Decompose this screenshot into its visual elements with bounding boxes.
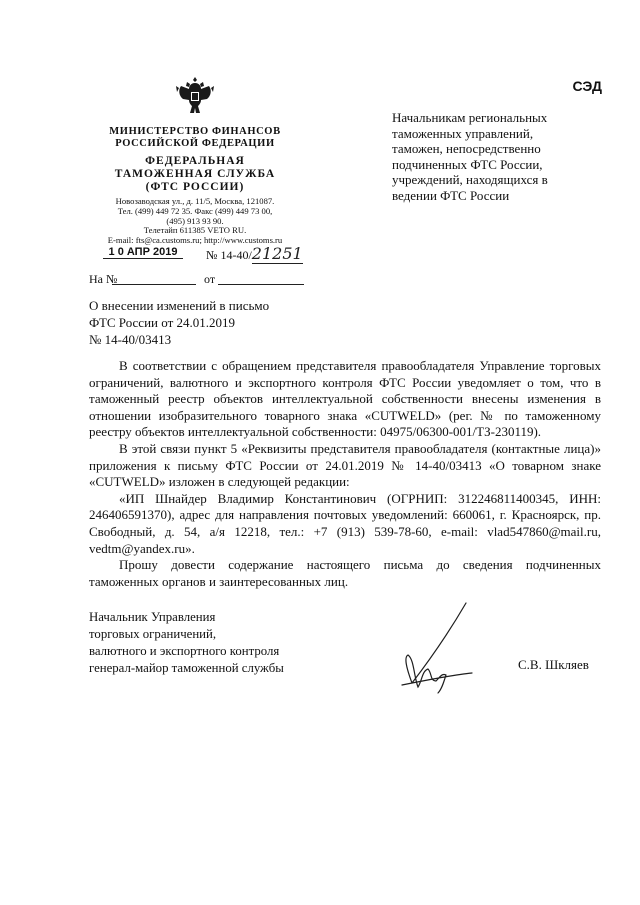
addressee-line-4: подчиненных ФТС России, (392, 156, 543, 172)
signer-line-4: генерал-майор таможенной службы (89, 661, 284, 675)
signer-line-3: валютного и экспортного контроля (89, 644, 280, 658)
address-line-1: Новозаводская ул., д. 11/5, Москва, 121087. (115, 196, 275, 206)
signer-line-2: торговых ограничений, (89, 627, 217, 641)
addressee-line-5: учреждений, находящихся в (392, 172, 548, 188)
signer-title (89, 609, 329, 677)
sed-mark: СЭД (572, 78, 602, 94)
reference-number-line (112, 284, 196, 285)
subject-line-3: № 14-40/03413 (89, 332, 172, 347)
service-line-3: (ФТС РОССИИ) (145, 181, 245, 193)
body-paragraph-4: Прошу довести содержание настоящего письма до сведения подчиненных таможенных органов и заинтересованных лиц. (89, 557, 601, 589)
addressee-line-2: таможенных управлений, (392, 125, 534, 141)
addressee-line-1: Начальникам региональных (392, 110, 548, 125)
addressee-line-6: ведении ФТС России (392, 187, 510, 203)
ministry-line-1: МИНИСТЕРСТВО ФИНАНСОВ (109, 126, 281, 137)
sender-contacts (85, 197, 305, 246)
signer-line-1: Начальник Управления (89, 610, 216, 624)
registration-number-prefix: № 14-40/ (206, 248, 252, 262)
letter-body (89, 358, 601, 590)
reference-number-label: На № (89, 272, 118, 286)
registration-date: 1 0 АПР 2019 (103, 246, 183, 259)
body-paragraph-1: В соответствии с обращением представителя правообладателя Управление торговых ограничений, валютного и экспортного контроля ФТС России уведомляет о том, что в таможенный реестр объектов интеллектуальной собственности внесены изменения в отношении изобразительного товарного знака «CUTWELD» (рег. № по таможенному реестру объектов интеллектуальной собственности: 04975/06300-001/ТЗ-230119). (89, 358, 601, 440)
body-paragraph-3: «ИП Шнайдер Владимир Константинович (ОГРНИП: 312246811400345, ИНН: 246406591370), адрес для направления почтовых уведомлений: 660061, г. Красноярск, пр. Свободный, д. 54, а/я 12218, тел.: +7 (913) 539-78-60, e-mail: vlad547860@mail.ru, vedtm@yandex.ru». (89, 490, 601, 556)
address-line-4: Телетайп 611385 VETO RU. (143, 225, 247, 236)
subject-line-1: О внесении изменений в письмо (89, 298, 270, 313)
subject-line-2: ФТС России от 24.01.2019 (89, 315, 236, 330)
address-line-5: E-mail: fts@ca.customs.ru; http://www.customs.ru (107, 235, 283, 246)
body-paragraph-2: В этой связи пункт 5 «Реквизиты представителя правообладателя (контактные лица)» приложения к письму ФТС России от 24.01.2019 № 14-40/03413 «О товарном знаке «CUTWELD» изложен в следующей редакции: (89, 440, 601, 490)
reference-from-line (218, 284, 304, 285)
service-name (95, 155, 295, 194)
handwritten-signature (392, 597, 482, 697)
service-line-1: ФЕДЕРАЛЬНАЯ (145, 155, 245, 167)
ministry-name (95, 126, 295, 150)
registration-number-handwritten: 21251 (251, 244, 303, 263)
address-line-2: Тел. (499) 449 72 35. Факс (499) 449 73 00, (117, 205, 273, 216)
state-emblem-icon (175, 74, 215, 120)
addressee-line-3: таможен, непосредственно (392, 141, 541, 157)
reference-from-label: от (204, 272, 216, 286)
ministry-line-2: РОССИЙСКОЙ ФЕДЕРАЦИИ (115, 138, 275, 149)
address-line-3: (495) 913 93 90. (166, 215, 224, 226)
letter-subject (89, 297, 369, 348)
service-line-2: ТАМОЖЕННАЯ СЛУЖБА (114, 168, 276, 180)
addressee-block (392, 110, 602, 204)
registration-number (206, 244, 306, 263)
signer-name: С.В. Шкляев (518, 657, 589, 672)
